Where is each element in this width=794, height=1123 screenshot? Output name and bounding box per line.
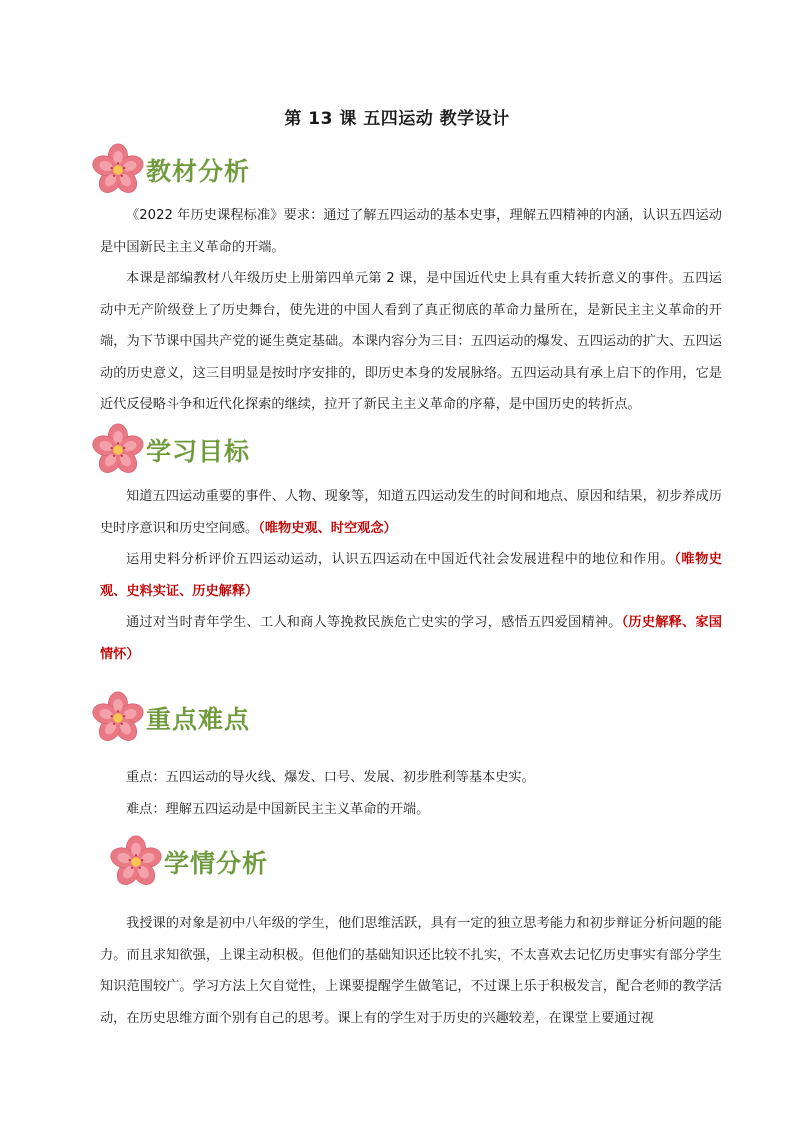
goal-tag: （历史解释、家国情怀） [100, 615, 722, 662]
section-heading-text: 学情分析 [164, 849, 269, 878]
goal-tag: （唯物史观、时空观念） [258, 520, 397, 536]
section-heading-learning-goals [88, 422, 250, 478]
learning-goal-2 [100, 544, 722, 607]
paragraph-key-point: 重点：五四运动的导火线、爆发、口号、发展、初步胜利等基本史实。 [126, 770, 535, 785]
plum-blossom-icon [88, 422, 146, 478]
document-title: 第 13 课 五四运动 教学设计 [284, 109, 510, 129]
goal-text: 知道五四运动重要的事件、人物、现象等，知道五四运动发生的时间和地点、原因和结果，初步养成历史时序意识和历史空间感。 [100, 489, 722, 536]
goal-tag: （唯物史观、史料实证、历史解释） [100, 552, 722, 599]
section-heading-text: 教材分析 [146, 157, 251, 186]
paragraph-student-analysis: 我授课的对象是初中八年级的学生，他们思维活跃，具有一定的独立思考能力和初步辩证分析问题的能力。而且求知欲强，上课主动积极。但他们的基础知识还比较不扎实，不太喜欢去记忆历史事实有部分学生知识范围较广。学习方法上欠自觉性，上课要提醒学生做笔记，不过课上乐于积极发言，配合老师的教学活动，在历史思维方面个别有自己的思考。课上有的学生对于历史的兴趣较差，在课堂上要通过视 [100, 916, 722, 1026]
learning-goal-1 [100, 481, 722, 544]
plum-blossom-icon [88, 690, 146, 746]
learning-goal-3 [100, 607, 722, 670]
section-heading-textbook-analysis [88, 142, 250, 198]
goal-text: 通过对当时青年学生、工人和商人等挽救民族危亡史实的学习，感悟五四爱国精神。 [126, 615, 622, 630]
paragraph-curriculum-standard: 《2022 年历史课程标准》要求：通过了解五四运动的基本史事，理解五四精神的内涵，认识五四运动是中国新民主主义革命的开端。 [100, 208, 722, 255]
plum-blossom-icon [106, 834, 164, 890]
section-heading-text: 重点难点 [146, 705, 251, 734]
section-heading-student-analysis [106, 834, 268, 890]
paragraph-difficult-point: 难点：理解五四运动是中国新民主主义革命的开端。 [126, 802, 430, 817]
section-heading-key-difficulties [88, 690, 250, 746]
goal-text: 运用史料分析评价五四运动运动，认识五四运动在中国近代社会发展进程中的地位和作用。 [126, 552, 675, 567]
plum-blossom-icon [88, 142, 146, 198]
section-heading-text: 学习目标 [146, 437, 251, 466]
paragraph-lesson-overview: 本课是部编教材八年级历史上册第四单元第 2 课，是中国近代史上具有重大转折意义的事件。五四运动中无产阶级登上了历史舞台，使先进的中国人看到了真正彻底的革命力量所在，是新民主主义革命的开端，为下节课中国共产党的诞生奠定基础。本课内容分为三目：五四运动的爆发、五四运动的扩大、五四运动的历史意义，这三目明显是按时序安排的，即历史本身的发展脉络。五四运动具有承上启下的作用，它是近代反侵略斗争和近代化探索的继续，拉开了新民主主义革命的序幕，是中国历史的转折点。 [100, 271, 722, 412]
